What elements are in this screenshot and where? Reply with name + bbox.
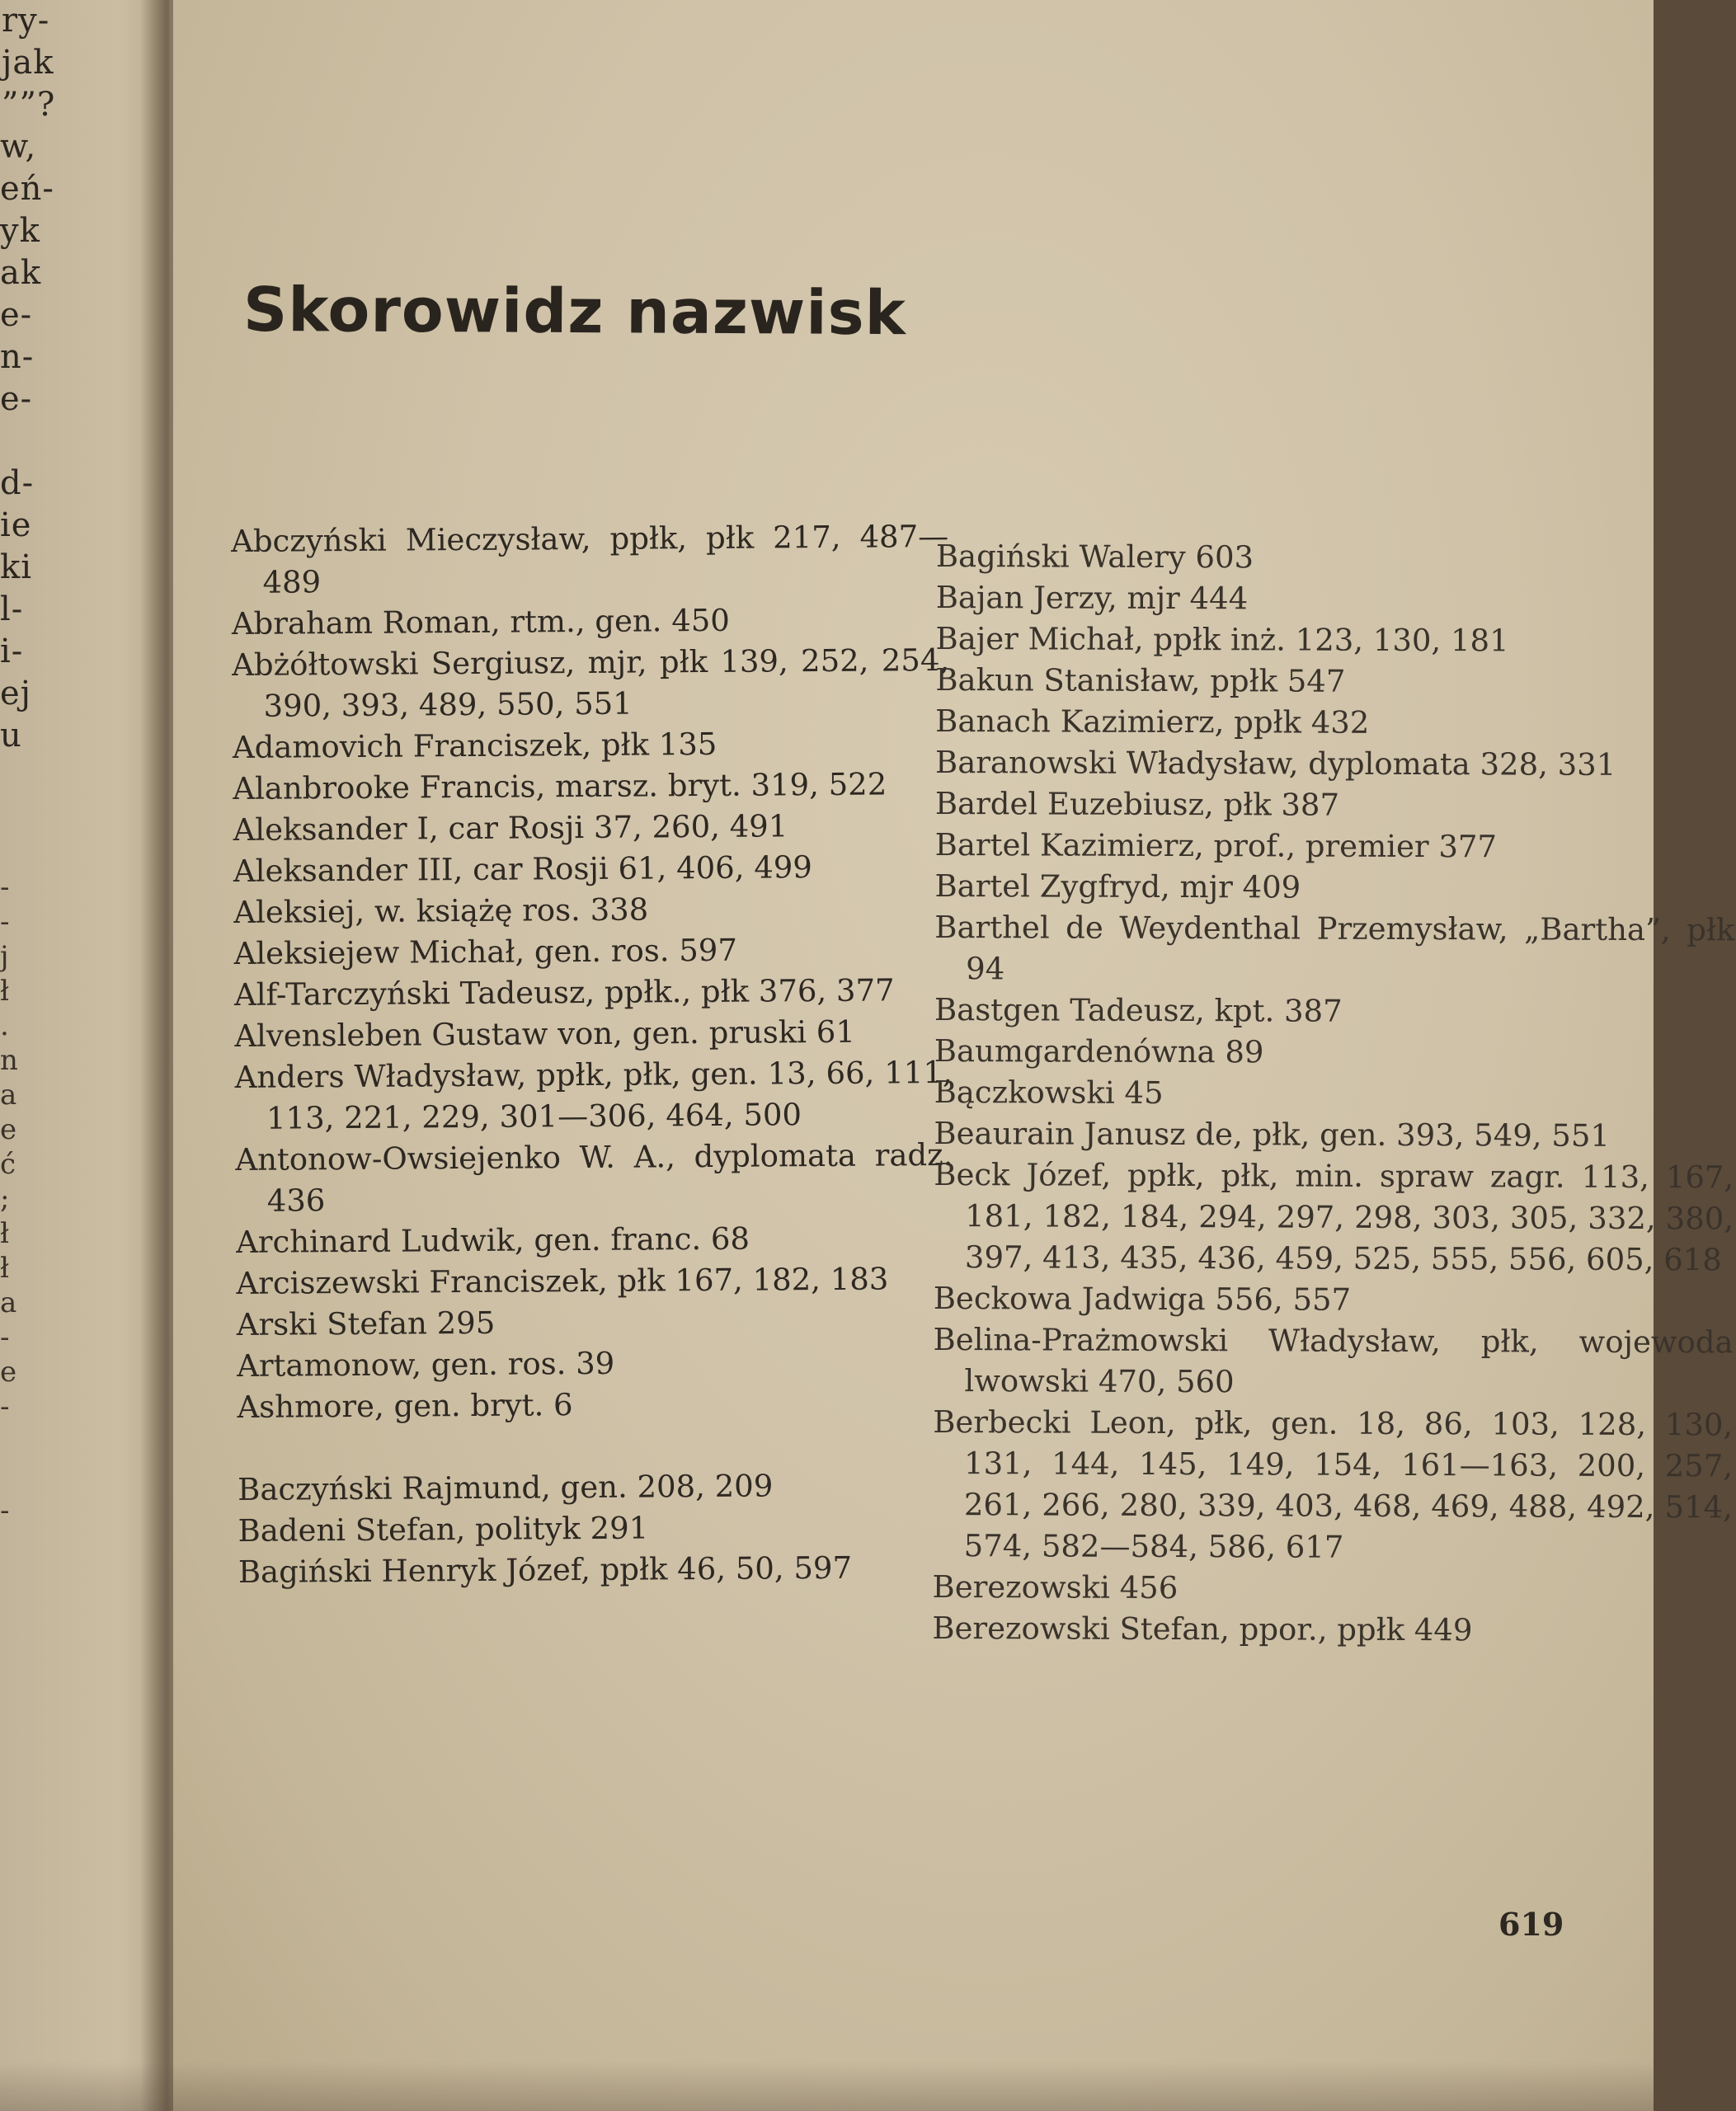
adjacent-page-fragment-line: l- — [0, 590, 24, 628]
index-entry: Bastgen Tadeusz, kpt. 387 — [934, 991, 1343, 1029]
page-title: Skorowidz nazwisk — [242, 274, 907, 350]
index-entry: Alanbrooke Francis, marsz. bryt. 319, 522 — [233, 766, 887, 806]
index-entry: Baumgardenówna 89 — [934, 1032, 1264, 1070]
index-entry: Banach Kazimierz, ppłk 432 — [935, 703, 1370, 740]
index-entry: Badeni Stefan, polityk 291 — [238, 1510, 649, 1549]
adjacent-page-fragment-line: ie — [0, 506, 32, 544]
index-entry: Bartel Kazimierz, prof., premier 377 — [934, 826, 1498, 865]
index-entry: Alf-Tarczyński Tadeusz, ppłk., płk 376, 377 — [233, 972, 895, 1013]
index-entry: Ashmore, gen. bryt. 6 — [237, 1387, 573, 1425]
page-number: 619 — [1498, 1906, 1564, 1943]
index-entry: Abżółtowski Sergiusz, mjr, płk 139, 252, 254, 390, 393, 489, 550, 551 — [232, 642, 950, 724]
index-entries-a — [231, 516, 955, 1428]
index-entry: Beaurain Janusz de, płk, gen. 393, 549, 551 — [934, 1115, 1611, 1154]
adjacent-page-fragment-line: e- — [0, 380, 33, 418]
adjacent-page-fragment-char: a — [0, 1079, 17, 1112]
adjacent-page-fragment-char: - — [0, 1494, 10, 1527]
index-entry: Aleksander III, car Rosji 61, 406, 499 — [233, 849, 813, 889]
index-column-left — [231, 516, 956, 1593]
adjacent-page-fragment-char: - — [0, 905, 10, 938]
index-entry: Beck Józef, ppłk, płk, min. spraw zagr. 113, 167, 181, 182, 184, 294, 297, 298, 303, 305, 332, 380, 397, 413, 435, 436, 459, 525, 555, 556, 605, 618 — [934, 1156, 1734, 1278]
adjacent-page-fragment-line: ej — [0, 675, 32, 712]
index-entry: Bagiński Henryk Józef, ppłk 46, 50, 597 — [238, 1549, 853, 1590]
index-entry: Bajer Michał, ppłk inż. 123, 130, 181 — [935, 620, 1509, 659]
adjacent-page-fragment-line: ak — [0, 254, 42, 292]
adjacent-page-fragment-char: a — [0, 1286, 17, 1319]
adjacent-page-fragment-char: j — [0, 940, 9, 973]
index-entry: Aleksiejew Michał, gen. ros. 597 — [233, 932, 738, 971]
adjacent-page-fragment-line: ry- — [2, 2, 50, 40]
adjacent-page-fragment-char: e — [0, 1113, 17, 1146]
index-entry: Bączkowski 45 — [934, 1074, 1164, 1111]
index-page — [173, 0, 1735, 2111]
index-entries-right — [932, 536, 1736, 1652]
index-entry: Arciszewski Franciszek, płk 167, 182, 183 — [236, 1261, 889, 1301]
index-entry: Aleksander I, car Rosji 37, 260, 491 — [233, 808, 788, 848]
index-entry: Arski Stefan 295 — [236, 1305, 496, 1342]
index-entry: Berbecki Leon, płk, gen. 18, 86, 103, 128, 130, 131, 144, 145, 149, 154, 161—163, 200, 257, 261, 266, 280, 339, 403, 468, 469, 488, 492, 514, 574, 582—584, 586, 617 — [933, 1403, 1734, 1565]
index-entry: Baranowski Władysław, dyplomata 328, 331 — [934, 744, 1616, 783]
index-entry: Berezowski Stefan, ppor., ppłk 449 — [932, 1610, 1473, 1648]
adjacent-page-fragment-line: jak — [2, 44, 54, 82]
index-entry: Abczyński Mieczysław, ppłk, płk 217, 487—489 — [231, 518, 949, 600]
adjacent-page-fragment-char: ł — [0, 1217, 10, 1250]
adjacent-page-fragment-line: w, — [0, 128, 37, 166]
index-entry: Barthel de Weydenthal Przemysław, „Bartha”, płk 94 — [934, 909, 1735, 987]
adjacent-page-fragment-line: ki — [0, 548, 33, 586]
letter-group-gap — [238, 1423, 955, 1469]
adjacent-page-fragment-char: - — [0, 1321, 10, 1354]
index-entry: Aleksiej, w. książę ros. 338 — [233, 891, 649, 930]
adjacent-page-fragment-line: u — [0, 717, 22, 755]
index-column-right — [932, 536, 1736, 1652]
index-entry: Beckowa Jadwiga 556, 557 — [933, 1280, 1352, 1318]
index-entry: Antonow-Owsiejenko W. A., dyplomata radz. 436 — [235, 1136, 953, 1219]
index-entry: Berezowski 456 — [932, 1568, 1179, 1606]
adjacent-page-fragment-char: ł — [0, 1252, 10, 1285]
adjacent-page-fragment-line: eń- — [0, 170, 54, 208]
adjacent-page-fragment-char: ; — [0, 1182, 10, 1215]
index-entry: Adamovich Franciszek, płk 135 — [232, 726, 717, 765]
index-entry: Belina-Prażmowski Władysław, płk, wojewoda lwowski 470, 560 — [933, 1321, 1734, 1400]
adjacent-page-fragment-char: e — [0, 1356, 17, 1389]
index-entry: Artamonow, gen. ros. 39 — [237, 1345, 615, 1384]
adjacent-page-fragment-char: - — [0, 871, 10, 904]
page-bottom-shadow — [0, 2062, 1654, 2111]
index-entry: Bartel Zygfryd, mjr 409 — [934, 867, 1301, 905]
adjacent-page-fragment-char: ć — [0, 1148, 16, 1181]
index-entries-b — [238, 1465, 956, 1593]
adjacent-page-fragment-line: yk — [0, 212, 40, 250]
index-entry: Baczyński Rajmund, gen. 208, 209 — [238, 1468, 774, 1507]
adjacent-page-fragment-line: n- — [0, 338, 35, 376]
adjacent-page-fragment-char: - — [0, 1390, 10, 1423]
index-entry: Bardel Euzebiusz, płk 387 — [934, 785, 1340, 823]
adjacent-page-fragment-line: i- — [0, 632, 24, 670]
adjacent-page-fragment-char: n — [0, 1044, 18, 1077]
adjacent-page-fragment-line: d- — [0, 464, 35, 502]
index-entry: Bagiński Walery 603 — [935, 538, 1254, 576]
index-entry: Abraham Roman, rtm., gen. 450 — [231, 602, 731, 642]
index-entry: Anders Władysław, ppłk, płk, gen. 13, 66, 111, 113, 221, 229, 301—306, 464, 500 — [234, 1054, 953, 1136]
adjacent-page-fragment-char: . — [0, 1009, 9, 1042]
index-entry: Bajan Jerzy, mjr 444 — [935, 579, 1249, 617]
index-entry: Alvensleben Gustaw von, gen. pruski 61 — [234, 1013, 856, 1054]
index-entry: Bakun Stanisław, ppłk 547 — [935, 661, 1346, 699]
adjacent-page-fragment-line: e- — [0, 296, 33, 334]
index-entry: Archinard Ludwik, gen. franc. 68 — [235, 1220, 750, 1260]
adjacent-page-fragment-line: ””? — [2, 86, 56, 124]
adjacent-page-fragment-char: ł — [0, 975, 10, 1008]
